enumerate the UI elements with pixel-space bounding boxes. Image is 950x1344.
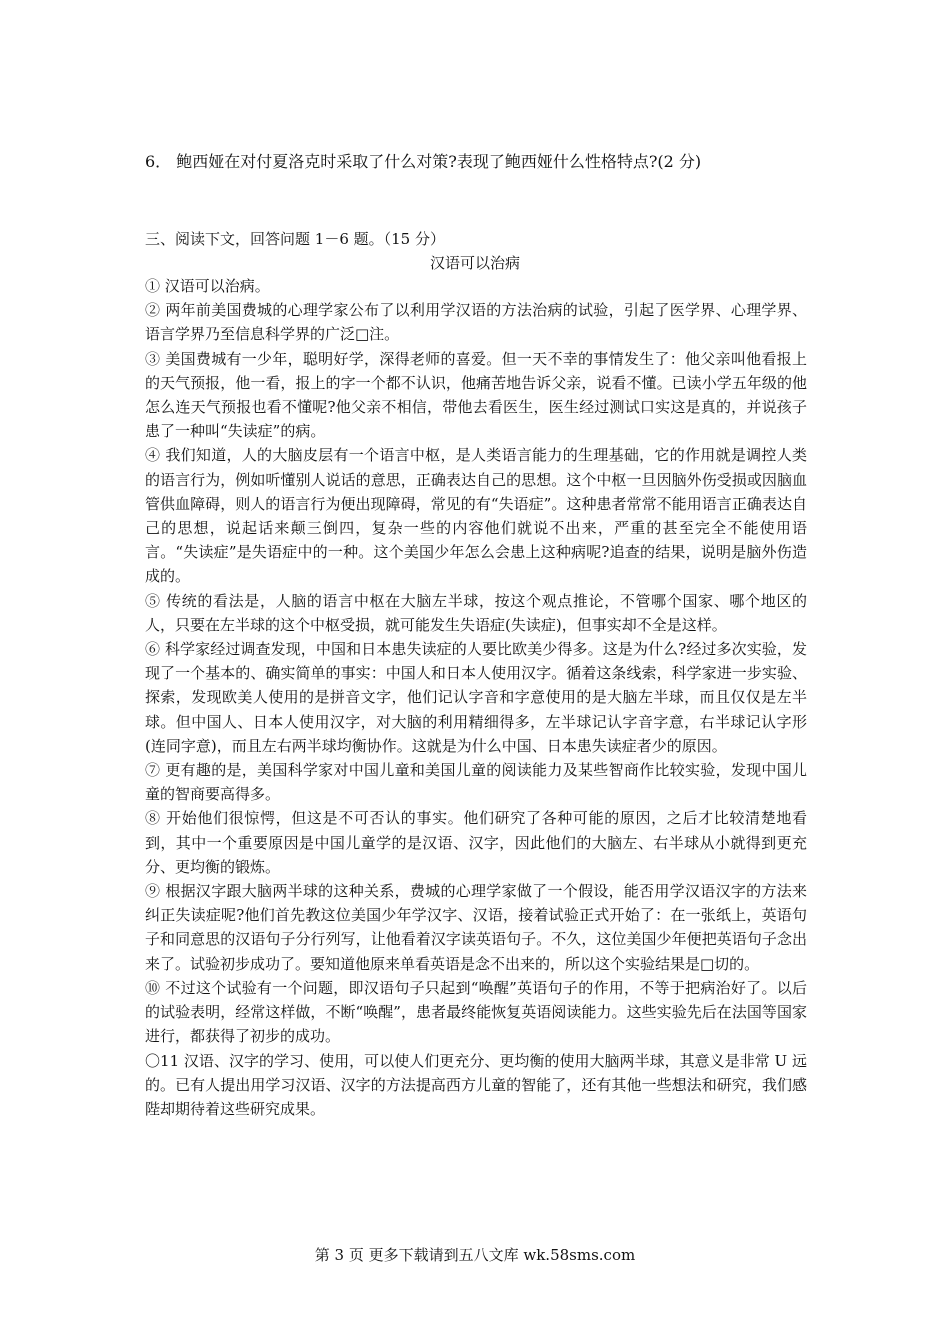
- question-6: 6． 鲍西娅在对付夏洛克时采取了什么对策?表现了鲍西娅什么性格特点?(2 分): [145, 152, 702, 171]
- paragraph-11: 〇11 汉语、汉字的学习、使用，可以使人们更充分、更均衡的使用大脑两半球，其意义是非常 U 远的。已有人提出用学习汉语、汉字的方法提高西方儿童的智能了，还有其他一些想法和研究，我们感陛却期待着这些研究成果。: [145, 1051, 807, 1118]
- paragraph-6: ⑥ 科学家经过调查发现，中国和日本患失读症的人要比欧美少得多。这是为什么?经过多次实验，发现了一个基本的、确实简单的事实：中国人和日本人使用汉字。循着这条线索，科学家进一步实验、探索，发现欧美人使用的是拼音文字，他们记认字音和字意使用的是大脑左半球，而且仅仅是左半球。但中国人、日本人使用汉字，对大脑的利用精细得多，左半球记认字音字意，右半球记认字形(连同字意)，而且左右两半球均衡协作。这就是为什么中国、日本患失读症者少的原因。: [145, 640, 807, 755]
- paragraph-8: ⑧ 开始他们很惊愕，但这是不可否认的事实。他们研究了各种可能的原因，之后才比较清楚地看到，其中一个重要原因是中国儿童学的是汉语、汉字，因此他们的大脑左、右半球从小就得到更充分、更均衡的锻炼。: [145, 809, 807, 876]
- paragraph-3: ③ 美国费城有一少年，聪明好学，深得老师的喜爱。但一天不幸的事情发生了：他父亲叫他看报上的天气预报，他一看，报上的字一个都不认识，他痛苦地告诉父亲，说看不懂。已读小学五年级的他怎么连天气预报也看不懂呢?他父亲不相信，带他去看医生，医生经过测试口实这是真的，并说孩子患了一种叫“失读症”的病。: [145, 349, 807, 441]
- paragraph-7: ⑦ 更有趣的是，美国科学家对中国儿童和美国儿童的阅读能力及某些智商作比较实验，发现中国儿童的智商要高得多。: [145, 761, 807, 804]
- paragraph-5: ⑤ 传统的看法是，人脑的语言中枢在大脑左半球，按这个观点推论，不管哪个国家、哪个地区的人，只要在左半球的这个中枢受损，就可能发生失语症(失读症)，但事实却不全是这样。: [145, 591, 807, 634]
- section-heading: 三、阅读下文，回答问题 1－6 题。（15 分）: [145, 230, 445, 248]
- paragraph-2: ② 两年前美国费城的心理学家公布了以利用学汉语的方法治病的试验，引起了医学界、心理学界、语言学界乃至信息科学界的广泛□注。: [145, 301, 807, 344]
- paragraph-9: ⑨ 根据汉字跟大脑两半球的这种关系，费城的心理学家做了一个假设，能否用学汉语汉字的方法来纠正失读症呢?他们首先教这位美国少年学汉字、汉语，接着试验正式开始了：在一张纸上，英语句子和同意思的汉语句子分行列写，让他看着汉字读英语句子。不久，这位美国少年便把英语句子念出来了。试验初步成功了。要知道他原来单看英语是念不出来的，所以这个实验结果是□切的。: [145, 882, 807, 973]
- page-footer: 第 3 页 更多下载请到五八文库 wk.58sms.com: [314, 1246, 636, 1264]
- paragraph-10: ⑩ 不过这个试验有一个问题，即汉语句子只起到“唤醒”英语句子的作用，不等于把病治好了。以后的试验表明，经常这样做，不断“唤醒”，患者最终能恢复英语阅读能力。这些实验先后在法国等国家进行，都获得了初步的成功。: [145, 978, 807, 1046]
- article-body: [145, 274, 807, 1121]
- paragraph-1: ① 汉语可以治病。: [145, 277, 270, 295]
- article-title: 汉语可以治病: [429, 254, 520, 272]
- paragraph-4: ④ 我们知道，人的大脑皮层有一个语言中枢，是人类语言能力的生理基础，它的作用就是调控人类的语言行为，例如听懂别人说话的意思，正确表达自己的思想。这个中枢一旦因脑外伤受损或因脑血管供血障碍，则人的语言行为便出现障碍，常见的有“失语症”。这种患者常常不能用语言正确表达自己的思想，说起话来颠三倒四，复杂一些的内容他们就说不出来，严重的甚至完全不能使用语言。“失读症”是失语症中的一种。这个美国少年怎么会患上这种病呢?追查的结果，说明是脑外伤造成的。: [145, 446, 807, 586]
